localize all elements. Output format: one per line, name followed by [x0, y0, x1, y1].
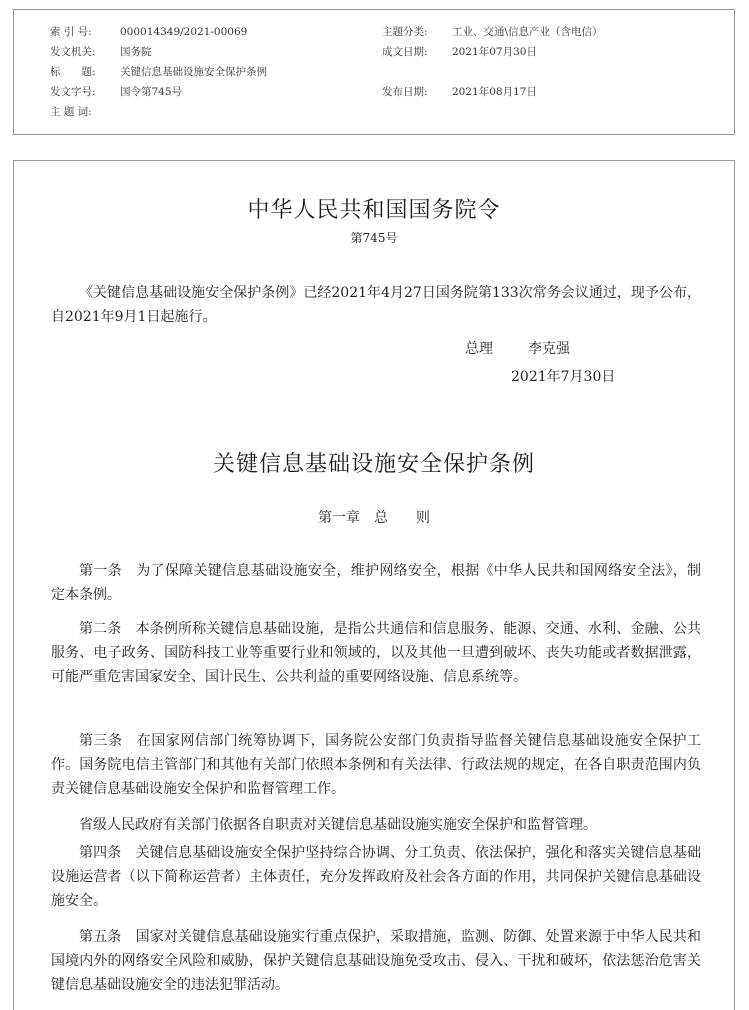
article-5-head: 第五条	[79, 929, 122, 945]
meta-date-written-value: 2021年07月30日	[452, 46, 537, 58]
meta-title-value: 关键信息基础设施安全保护条例	[120, 66, 267, 78]
article-5	[51, 925, 701, 997]
article-3-head: 第三条	[79, 733, 123, 749]
meta-index-label: 索 引 号:	[50, 26, 92, 38]
article-1-head: 第一条	[79, 563, 122, 579]
meta-topic-value: 工业、交通\信息产业（含电信）	[452, 26, 603, 38]
article-2-text: 本条例所称关键信息基础设施，是指公共通信和信息服务、能源、交通、水利、金融、公共服务、电子政务、国防科技工业等重要行业和领域的，以及其他一旦遭到破坏、丧失功能或者数据泄露，可能严重危害国家安全、国计民生、公共利益的重要网络设施、信息系统等。	[51, 621, 702, 685]
meta-date-written-label: 成文日期:	[382, 46, 428, 58]
article-1-text: 为了保障关键信息基础设施安全，维护网络安全，根据《中华人民共和国网络安全法》，制定本条例。	[51, 563, 702, 603]
article-4-text: 关键信息基础设施安全保护坚持综合协调、分工负责、依法保护，强化和落实关键信息基础设施运营者（以下简称运营者）主体责任，充分发挥政府及社会各方面的作用，共同保护关键信息基础设施安全。	[51, 845, 702, 909]
meta-publish-date-label: 发布日期:	[382, 86, 428, 98]
meta-doc-number-value: 国令第745号	[120, 86, 183, 98]
article-1	[51, 559, 701, 607]
meta-index-value: 000014349/2021-00069	[120, 26, 248, 38]
meta-topic-label: 主题分类:	[382, 26, 428, 38]
regulation-title: 关键信息基础设施安全保护条例	[212, 452, 535, 477]
article-4	[51, 841, 701, 913]
decree-title: 中华人民共和国国务院令	[247, 198, 501, 223]
article-2-head: 第二条	[79, 621, 122, 637]
meta-publish-date-value: 2021年08月17日	[452, 86, 537, 98]
meta-keywords-label: 主 题 词:	[50, 106, 92, 118]
document-metadata-panel	[13, 9, 735, 135]
chapter-heading: 第一章 总 则	[318, 510, 430, 526]
signer-name: 李克强	[528, 341, 570, 357]
signer-title: 总理	[465, 341, 493, 357]
decree-number: 第745号	[350, 231, 398, 245]
decree-body: 《关键信息基础设施安全保护条例》已经2021年4月27日国务院第133次常务会议通过，现予公布，自2021年9月1日起施行。	[51, 285, 701, 325]
article-5-text: 国家对关键信息基础设施实行重点保护，采取措施，监测、防御、处置来源于中华人民共和国境内外的网络安全风险和威胁，保护关键信息基础设施免受攻击、侵入、干扰和破坏，依法惩治危害关键信息基础设施安全的违法犯罪活动。	[51, 929, 702, 993]
decree-date: 2021年7月30日	[511, 369, 616, 385]
article-2	[51, 617, 701, 689]
meta-title-label: 标 题:	[50, 66, 96, 78]
article-4-head: 第四条	[79, 845, 122, 861]
article-3-paragraph-2: 省级人民政府有关部门依据各自职责对关键信息基础设施实施安全保护和监督管理。	[79, 817, 597, 833]
document-body	[13, 160, 735, 1010]
article-3-text: 在国家网信部门统筹协调下，国务院公安部门负责指导监督关键信息基础设施安全保护工作。国务院电信主管部门和其他有关部门依照本条例和有关法律、行政法规的规定，在各自职责范围内负责关键信息基础设施安全保护和监督管理工作。	[51, 733, 702, 797]
meta-issuer-label: 发文机关:	[50, 46, 96, 58]
meta-issuer-value: 国务院	[120, 46, 152, 58]
meta-doc-number-label: 发文字号:	[50, 86, 96, 98]
article-3	[51, 729, 701, 801]
